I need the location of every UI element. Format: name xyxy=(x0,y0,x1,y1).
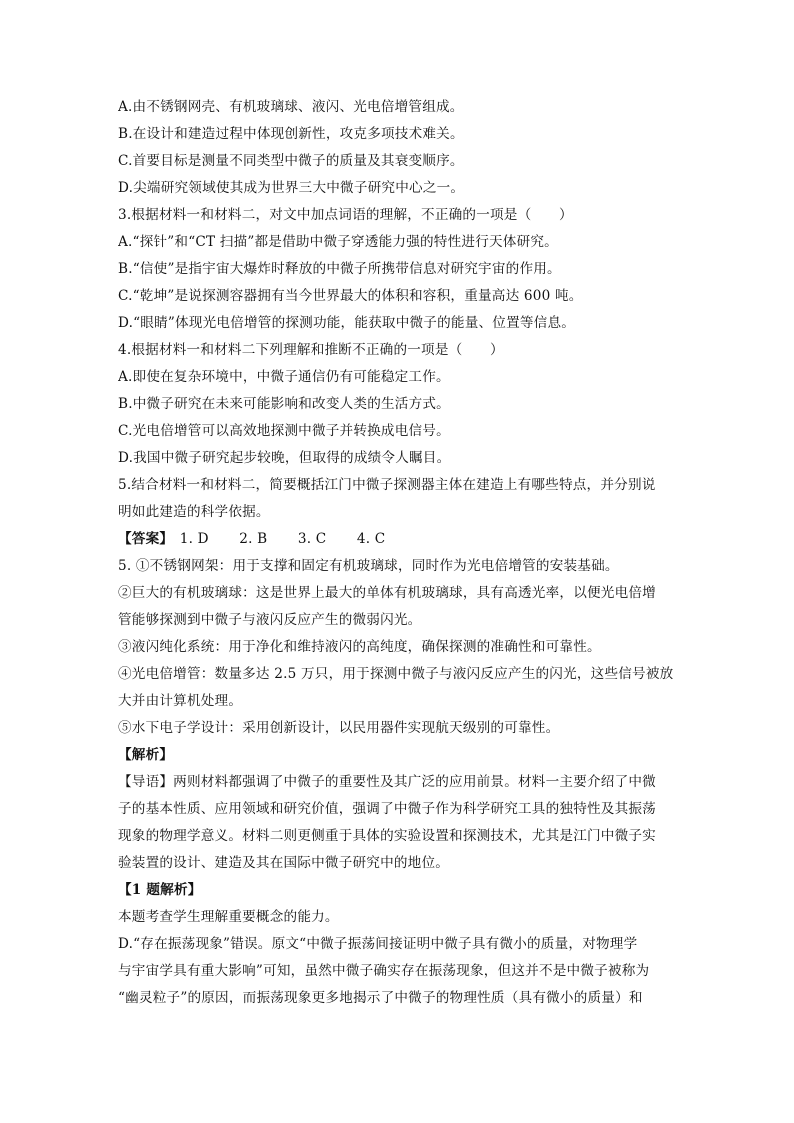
q2-option-a: A.由不锈钢网壳、有机玻璃球、液闪、光电倍增管组成。 xyxy=(118,99,464,115)
answer-item: 3. C xyxy=(297,531,327,547)
q2-option-c: C.首要目标是测量不同类型中微子的质量及其衰变顺序。 xyxy=(118,153,464,169)
q2-options xyxy=(118,94,678,202)
answer-item: 1. D xyxy=(179,531,209,547)
a5-line: ②巨大的有机玻璃球：这是世界上最大的单体有机玻璃球，具有高透光率，以便光电倍增 xyxy=(118,585,656,601)
guide-line: 【导语】两则材料都强调了中微子的重要性及其广泛的应用前景。材料一主要介绍了中微 xyxy=(118,774,656,790)
q3-option-c: C.“乾坤”是说探测容器拥有当今世界最大的体积和容积，重量高达 600 吨。 xyxy=(118,288,583,304)
answer-line xyxy=(118,526,678,553)
analysis-heading: 【解析】 xyxy=(118,747,174,763)
q1-analysis-heading: 【1 题解析】 xyxy=(118,882,202,898)
q1-analysis xyxy=(118,904,678,1012)
q5-stem-line-2: 明如此建造的科学依据。 xyxy=(118,504,270,520)
a5-line: ④光电倍增管：数量多达 2.5 万只，用于探测中微子与液闪反应产生的闪光，这些信号被放 xyxy=(118,666,674,682)
question-3 xyxy=(118,202,678,337)
answer-item: 4. C xyxy=(356,531,386,547)
a5-line: 管能够探测到中微子与液闪反应产生的微弱闪光。 xyxy=(118,612,422,628)
a5-line: ⑤水下电子学设计：采用创新设计，以民用器件实现航天级别的可靠性。 xyxy=(118,720,560,736)
q4-option-d: D.我国中微子研究起步较晚，但取得的成绩令人瞩目。 xyxy=(118,450,451,466)
q1-line: D.“存在振荡现象”错误。原文“中微子振荡间接证明中微子具有微小的质量，对物理学 xyxy=(118,936,638,952)
q3-option-a: A.“探针”和“CT 扫描”都是借助中微子穿透能力强的特性进行天体研究。 xyxy=(118,234,558,250)
q4-option-b: B.中微子研究在未来可能影响和改变人类的生活方式。 xyxy=(118,396,450,412)
q1-line: 与宇宙学具有重大影响”可知，虽然中微子确实存在振荡现象，但这并不是中微子被称为 xyxy=(118,963,650,979)
q4-option-c: C.光电倍增管可以高效地探测中微子并转换成电信号。 xyxy=(118,423,450,439)
q3-option-d: D.“眼睛”体现光电倍增管的探测功能，能获取中微子的能量、位置等信息。 xyxy=(118,315,576,331)
answer-5 xyxy=(118,553,678,742)
q2-option-d: D.尖端研究领域使其成为世界三大中微子研究中心之一。 xyxy=(118,180,465,196)
answer-item: 2. B xyxy=(239,531,268,547)
q3-option-b: B.“信使”是指宇宙大爆炸时释放的中微子所携带信息对研究宇宙的作用。 xyxy=(118,261,561,277)
question-5 xyxy=(118,472,678,526)
answer-label: 【答案】 xyxy=(118,531,174,547)
q3-stem: 3.根据材料一和材料二，对文中加点词语的理解，不正确的一项是（ ） xyxy=(118,207,573,223)
a5-line: 大并由计算机处理。 xyxy=(118,693,243,709)
q1-line: “幽灵粒子”的原因，而振荡现象更多地揭示了中微子的物理性质（具有微小的质量）和 xyxy=(118,990,643,1006)
guide-line: 现象的物理学意义。材料二则更侧重于具体的实验设置和探测技术，尤其是江门中微子实 xyxy=(118,828,656,844)
guide-line: 子的基本性质、应用领域和研究价值，强调了中微子作为科学研究工具的独特性及其振荡 xyxy=(118,801,656,817)
guide-line: 验装置的设计、建造及其在国际中微子研究中的地位。 xyxy=(118,855,450,871)
q4-option-a: A.即使在复杂环境中，中微子通信仍有可能稳定工作。 xyxy=(118,369,450,385)
question-4 xyxy=(118,337,678,472)
q4-stem: 4.根据材料一和材料二下列理解和推断不正确的一项是（ ） xyxy=(118,342,504,358)
q2-option-b: B.在设计和建造过程中体现创新性，攻克多项技术难关。 xyxy=(118,126,464,142)
q1-line: 本题考查学生理解重要概念的能力。 xyxy=(118,909,339,925)
guide-paragraph xyxy=(118,769,678,877)
a5-line: ③液闪纯化系统：用于净化和维持液闪的高纯度，确保探测的准确性和可靠性。 xyxy=(118,639,601,655)
document-page xyxy=(118,94,678,1012)
a5-line: 5. ①不锈钢网架：用于支撑和固定有机玻璃球，同时作为光电倍增管的安装基础。 xyxy=(118,558,619,574)
q5-stem-line-1: 5.结合材料一和材料二，简要概括江门中微子探测器主体在建造上有哪些特点，并分别说 xyxy=(118,477,656,493)
